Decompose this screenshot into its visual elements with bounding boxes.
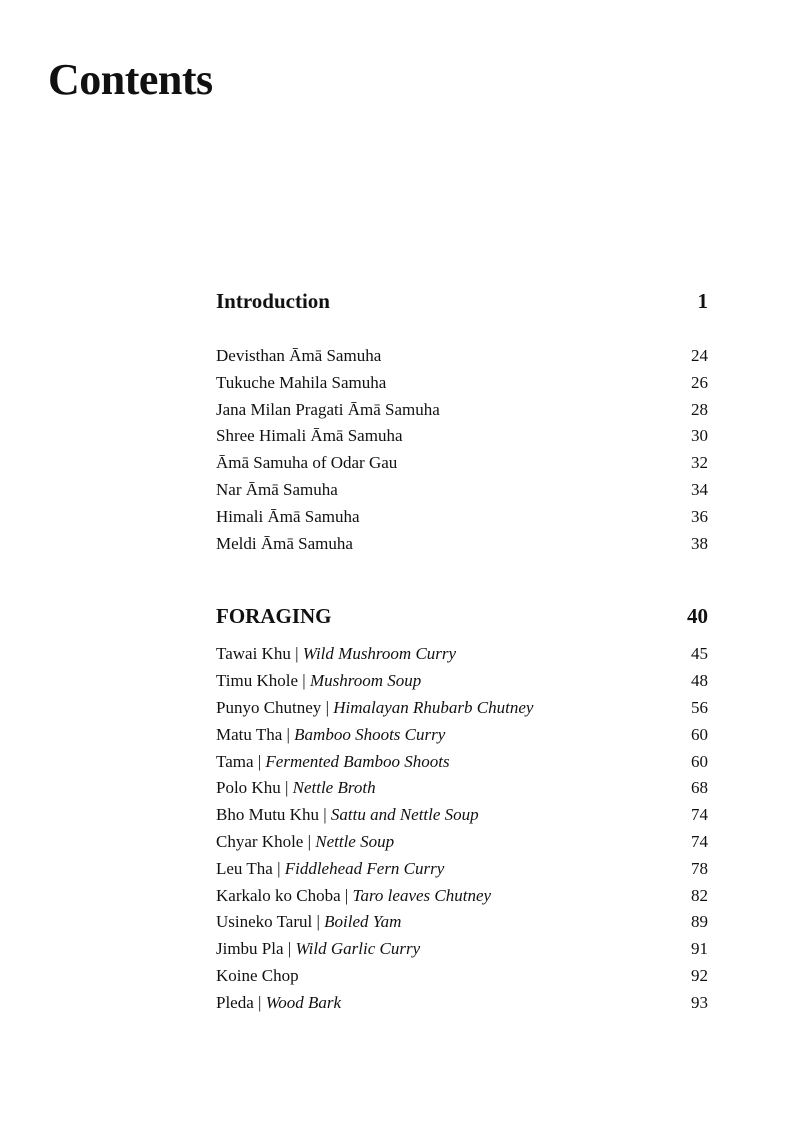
entry-title: Koine Chop: [216, 965, 299, 985]
entry-page-number: 26: [691, 372, 708, 392]
toc-entry[interactable]: [216, 722, 708, 749]
entry-page-number: 74: [691, 831, 708, 851]
toc-entry[interactable]: [216, 370, 708, 397]
entry-title-group: [216, 370, 386, 397]
entry-separator: |: [280, 778, 293, 798]
entry-english-title: Nettle Soup: [315, 831, 395, 851]
entry-separator: |: [321, 697, 334, 717]
entry-english-title: Bamboo Shoots Curry: [294, 724, 446, 744]
entry-page-number: 89: [691, 912, 708, 932]
entry-title: Jimbu Pla: [216, 939, 284, 959]
introduction-entries: [216, 343, 708, 557]
entry-title-group: [216, 668, 421, 695]
entry-page-number: 78: [691, 858, 708, 878]
entry-title-group: [216, 343, 381, 370]
entry-page-number: 68: [691, 778, 708, 798]
entry-english-title: Taro leaves Chutney: [352, 885, 492, 905]
entry-page-number: 91: [691, 939, 708, 959]
toc-entry[interactable]: [216, 775, 708, 802]
entry-page-number: 30: [691, 426, 708, 446]
entry-title: Pleda: [216, 992, 254, 1012]
toc-entry[interactable]: [216, 909, 708, 936]
entry-title: Leu Tha: [216, 858, 273, 878]
entry-separator: |: [253, 992, 266, 1012]
entry-english-title: Wild Mushroom Curry: [302, 644, 457, 664]
entry-separator: |: [340, 885, 353, 905]
entry-title: Meldi Āmā Samuha: [216, 533, 353, 553]
toc-entry[interactable]: [216, 963, 708, 990]
entry-title: Āmā Samuha of Odar Gau: [216, 453, 398, 473]
entry-english-title: Sattu and Nettle Soup: [330, 805, 479, 825]
entry-separator: |: [282, 724, 295, 744]
toc-entry[interactable]: [216, 477, 708, 504]
toc-entry[interactable]: [216, 531, 708, 558]
entry-title-group: [216, 450, 397, 477]
entry-page-number: 28: [691, 399, 708, 419]
entry-title: Usineko Tarul: [216, 912, 313, 932]
toc-entry[interactable]: [216, 668, 708, 695]
entry-title: Shree Himali Āmā Samuha: [216, 426, 403, 446]
entry-separator: |: [312, 912, 325, 932]
entry-title-group: [216, 695, 533, 722]
entry-title: Karkalo ko Choba: [216, 885, 341, 905]
entry-title: Polo Khu: [216, 778, 281, 798]
entry-title-group: [216, 641, 456, 668]
page-title: Contents: [48, 55, 213, 104]
entry-separator: |: [318, 805, 331, 825]
section-heading: Introduction: [216, 289, 330, 313]
toc-entry[interactable]: [216, 695, 708, 722]
entry-title-group: [216, 504, 360, 531]
toc-section-introduction[interactable]: [216, 286, 708, 316]
entry-title-group: [216, 775, 376, 802]
toc-entry[interactable]: [216, 397, 708, 424]
entry-title: Bho Mutu Khu: [216, 805, 319, 825]
entry-page-number: 60: [691, 724, 708, 744]
entry-title-group: [216, 856, 444, 883]
entry-page-number: 56: [691, 697, 708, 717]
entry-english-title: Nettle Broth: [292, 778, 376, 798]
entry-page-number: 36: [691, 506, 708, 526]
section-page-number: 40: [687, 604, 708, 629]
entry-title: Tukuche Mahila Samuha: [216, 372, 387, 392]
entry-page-number: 34: [691, 479, 708, 499]
entry-title-group: [216, 963, 299, 990]
entry-title-group: [216, 990, 341, 1017]
toc-entry[interactable]: [216, 883, 708, 910]
entry-title: Chyar Khole: [216, 831, 304, 851]
entry-separator: |: [283, 939, 296, 959]
entry-separator: |: [290, 644, 303, 664]
toc-entry[interactable]: [216, 829, 708, 856]
toc-entry[interactable]: [216, 936, 708, 963]
entry-title: Nar Āmā Samuha: [216, 479, 338, 499]
entry-page-number: 74: [691, 805, 708, 825]
entry-page-number: 48: [691, 671, 708, 691]
entry-page-number: 92: [691, 965, 708, 985]
toc-entry[interactable]: [216, 856, 708, 883]
toc-entry[interactable]: [216, 990, 708, 1017]
toc-section-foraging[interactable]: [216, 601, 708, 631]
entry-english-title: Boiled Yam: [324, 912, 402, 932]
entry-title-group: [216, 883, 491, 910]
entry-english-title: Wood Bark: [265, 992, 342, 1012]
entry-page-number: 32: [691, 453, 708, 473]
entry-title: Himali Āmā Samuha: [216, 506, 360, 526]
section-page-number: 1: [697, 289, 708, 313]
toc-entry[interactable]: [216, 749, 708, 776]
entry-page-number: 38: [691, 533, 708, 553]
entry-title: Devisthan Āmā Samuha: [216, 346, 382, 365]
entry-english-title: Fiddlehead Fern Curry: [284, 858, 445, 878]
entry-title-group: [216, 829, 394, 856]
entry-title-group: [216, 802, 479, 829]
entry-english-title: Himalayan Rhubarb Chutney: [333, 697, 534, 717]
entry-english-title: Mushroom Soup: [309, 671, 422, 691]
entry-title: Tawai Khu: [216, 644, 291, 664]
entry-title: Punyo Chutney: [216, 697, 322, 717]
entry-separator: |: [303, 831, 316, 851]
toc-entry[interactable]: [216, 423, 708, 450]
table-of-contents: [216, 286, 708, 1017]
entry-separator: |: [253, 751, 266, 771]
entry-english-title: Fermented Bamboo Shoots: [265, 751, 450, 771]
entry-title-group: [216, 477, 338, 504]
entry-page-number: 60: [691, 751, 708, 771]
entry-title: Matu Tha: [216, 724, 283, 744]
entry-page-number: 93: [691, 992, 708, 1012]
entry-separator: |: [272, 858, 285, 878]
toc-entry[interactable]: [216, 504, 708, 531]
toc-entry[interactable]: [216, 450, 708, 477]
toc-entry[interactable]: [216, 343, 708, 370]
entry-title-group: [216, 531, 353, 558]
entry-title-group: [216, 722, 445, 749]
entry-page-number: 24: [691, 346, 708, 365]
entry-title: Jana Milan Pragati Āmā Samuha: [216, 399, 440, 419]
entry-title-group: [216, 749, 450, 776]
toc-entry[interactable]: [216, 641, 708, 668]
entry-english-title: Wild Garlic Curry: [295, 939, 421, 959]
entry-title-group: [216, 909, 401, 936]
entry-title-group: [216, 936, 420, 963]
entry-title-group: [216, 423, 403, 450]
toc-entry[interactable]: [216, 802, 708, 829]
section-heading: FORAGING: [216, 604, 332, 629]
entry-page-number: 82: [691, 885, 708, 905]
entry-title: Tama: [216, 751, 254, 771]
entry-title-group: [216, 397, 440, 424]
entry-page-number: 45: [691, 644, 708, 664]
foraging-entries: [216, 641, 708, 1016]
entry-title: Timu Khole: [216, 671, 299, 691]
entry-separator: |: [298, 671, 310, 691]
